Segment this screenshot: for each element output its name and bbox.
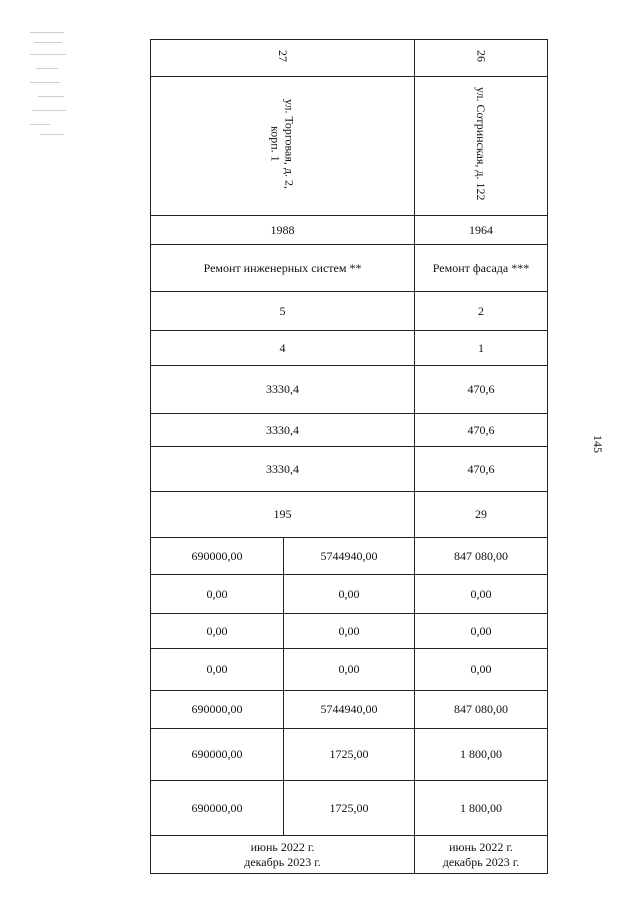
entrances-cell: 4 <box>151 331 415 366</box>
area-living-cell: 470,6 <box>415 414 548 447</box>
table-row <box>151 836 548 874</box>
table-row <box>151 40 548 77</box>
work-type-cell: Ремонт инженерных систем ** <box>151 245 415 292</box>
residents-cell: 195 <box>151 492 415 538</box>
table-row <box>151 691 548 729</box>
cost-cell: 0,00 <box>284 649 415 691</box>
cost-cell: 0,00 <box>151 614 284 649</box>
table-row <box>151 492 548 538</box>
address-cell <box>415 77 548 216</box>
area-residential-cell: 3330,4 <box>151 447 415 492</box>
cost-cell: 0,00 <box>415 575 548 614</box>
cost-cell: 690000,00 <box>151 729 284 781</box>
table-row <box>151 447 548 492</box>
year-cell: 1988 <box>151 216 415 245</box>
deadline-cell: июнь 2022 г. декабрь 2023 г. <box>151 836 415 874</box>
area-residential-cell: 470,6 <box>415 447 548 492</box>
cost-cell: 5744940,00 <box>284 538 415 575</box>
table-row <box>151 331 548 366</box>
table-row <box>151 649 548 691</box>
cost-cell: 690000,00 <box>151 781 284 836</box>
cost-cell: 847 080,00 <box>415 538 548 575</box>
address-text: ул. Торговая, д. 2, корп. 1 <box>268 99 297 189</box>
entrances-cell: 1 <box>415 331 548 366</box>
table-row <box>151 575 548 614</box>
table-row <box>151 414 548 447</box>
table-row <box>151 781 548 836</box>
cost-cell: 1725,00 <box>284 729 415 781</box>
scan-artifact <box>30 30 70 140</box>
table-row <box>151 292 548 331</box>
cost-cell: 1725,00 <box>284 781 415 836</box>
table-row <box>151 366 548 414</box>
cost-cell: 0,00 <box>151 649 284 691</box>
area-living-cell: 3330,4 <box>151 414 415 447</box>
cost-cell: 1 800,00 <box>415 781 548 836</box>
cost-cell: 0,00 <box>415 649 548 691</box>
floors-cell: 5 <box>151 292 415 331</box>
table-row <box>151 77 548 216</box>
year-cell: 1964 <box>415 216 548 245</box>
page-number: 145 <box>591 435 605 453</box>
cost-cell: 847 080,00 <box>415 691 548 729</box>
table-row <box>151 614 548 649</box>
floors-cell: 2 <box>415 292 548 331</box>
column-number-cell: 26 <box>415 40 548 77</box>
address-text: ул. Сотринская, д. 122 <box>474 87 488 201</box>
cost-cell: 1 800,00 <box>415 729 548 781</box>
data-table <box>150 39 548 874</box>
residents-cell: 29 <box>415 492 548 538</box>
cost-cell: 690000,00 <box>151 538 284 575</box>
table-row <box>151 729 548 781</box>
cost-cell: 0,00 <box>415 614 548 649</box>
cost-cell: 0,00 <box>151 575 284 614</box>
table-row <box>151 216 548 245</box>
cost-cell: 690000,00 <box>151 691 284 729</box>
table-row <box>151 538 548 575</box>
cost-cell: 0,00 <box>284 614 415 649</box>
work-type-cell: Ремонт фасада *** <box>415 245 548 292</box>
area-total-cell: 3330,4 <box>151 366 415 414</box>
address-cell <box>151 77 415 216</box>
deadline-cell: июнь 2022 г. декабрь 2023 г. <box>415 836 548 874</box>
table-row <box>151 245 548 292</box>
cost-cell: 5744940,00 <box>284 691 415 729</box>
column-number-cell: 27 <box>151 40 415 77</box>
cost-cell: 0,00 <box>284 575 415 614</box>
area-total-cell: 470,6 <box>415 366 548 414</box>
